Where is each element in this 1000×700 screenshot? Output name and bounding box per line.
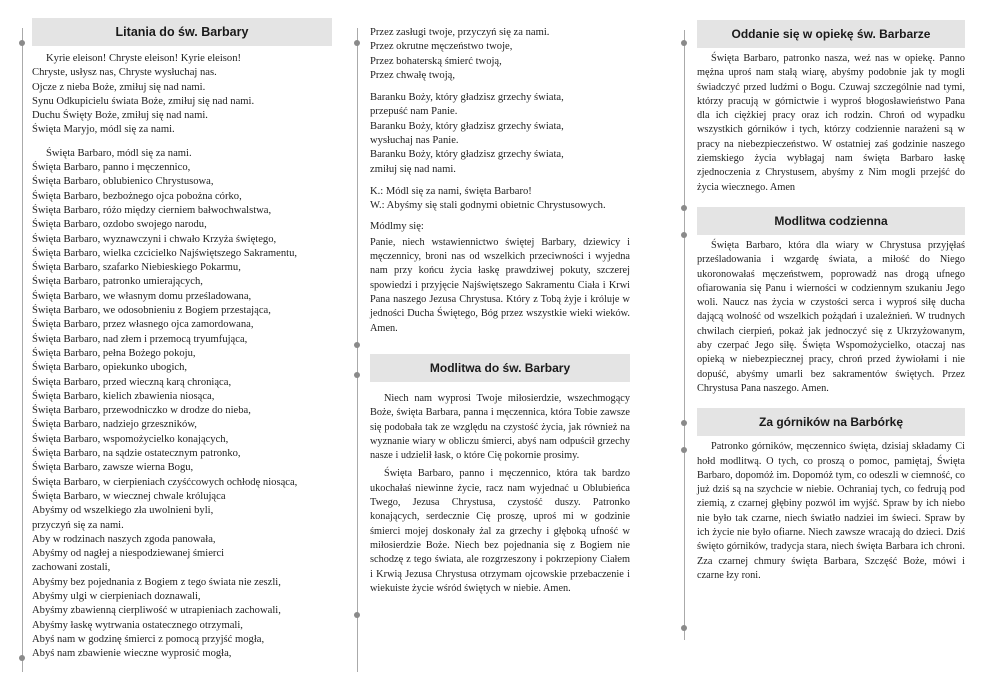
text-line: Abyś nam zbawienie wieczne wyprosić mogła,: [32, 648, 232, 660]
litany-title: Litania do św. Barbary: [32, 18, 332, 46]
text-line: Kyrie eleison! Chryste eleison! Kyrie eleison!: [46, 53, 242, 64]
separator-dot: [354, 612, 360, 618]
text-line: Święta Barbaro, nadziejo grzeszników,: [32, 419, 197, 431]
text-line: Synu Odkupicielu świata Boże, zmiłuj się nad nami.: [32, 95, 255, 107]
text-line: Święta Barbaro, patronko umierających,: [32, 276, 203, 288]
prayer-title: Modlitwa do św. Barbary: [370, 354, 630, 382]
text-line: Przez okrutne męczeństwo twoje,: [370, 41, 513, 53]
text-line: Aby w rodzinach naszych zgoda panowała,: [32, 533, 216, 545]
text-line: Święta Barbaro, różo między cierniem bałwochwalstwa,: [32, 204, 272, 216]
separator-dot: [19, 40, 25, 46]
separator-dot: [681, 625, 687, 631]
text-line: K.: Módl się za nami, święta Barbaro!: [370, 185, 532, 197]
agnus-dei-lines: [370, 91, 630, 177]
text-line: Abyśmy zbawienną cierpliwość w utrapieniach zachowali,: [32, 605, 281, 617]
column-separator-right: [684, 30, 685, 640]
text-line: Święta Barbaro, bezbożnego ojca pobożna córko,: [32, 190, 242, 202]
text-line: Święta Barbaro, przewodniczko w drodze do nieba,: [32, 405, 251, 417]
text-line: Święta Barbaro, na sądzie ostatecznym patronko,: [32, 448, 241, 460]
column-right: [697, 0, 965, 700]
text-line: Abyśmy od wszelkiego zła uwolnieni byli,: [32, 505, 214, 517]
text-line: Święta Barbaro, w cierpieniach czyśćcowych ochłodę niosąca,: [32, 476, 298, 488]
separator-dot: [681, 205, 687, 211]
litany-continued-a: [370, 26, 630, 83]
separator-dot: [19, 655, 25, 661]
text-line: Święta Barbaro, przed wieczną karą chroniąca,: [32, 376, 232, 388]
text-line: Święta Barbaro, we własnym domu prześladowana,: [32, 290, 252, 302]
text-line: Baranku Boży, który gładzisz grzechy świata,: [370, 149, 564, 161]
text-line: Święta Barbaro, w wiecznej chwale królująca: [32, 490, 226, 502]
text-line: zmiłuj się nad nami.: [370, 163, 456, 175]
text-line: Abyśmy ulgi w cierpieniach doznawali,: [32, 590, 201, 602]
text-line: Święta Barbaro, nad złem i przemocą tryumfująca,: [32, 333, 248, 345]
text-line: Abyśmy od nagłej a niespodziewanej śmierci: [32, 548, 225, 560]
entrustment-title: Oddanie się w opiekę św. Barbarze: [697, 20, 965, 48]
text-line: Przez chwałę twoją,: [370, 69, 456, 81]
separator-dot: [681, 447, 687, 453]
text-line: wysłuchaj nas Panie.: [370, 135, 459, 147]
text-line: Abyśmy bez pojednania z Bogiem z tego świata nie zeszli,: [32, 576, 281, 588]
column-litany: [32, 0, 332, 700]
text-line: Święta Barbaro, wyznawczyni i chwało Krzyża świętego,: [32, 233, 277, 245]
prayer-paragraph-2: Święta Barbaro, panno i męczennico, która tak bardzo ukochałaś niewinne życie, racz nam wyjednać u Oblubieńca Twego, Jezusa Chrystusa, czystość duszy. Patronko konających, serdecznie Cię proszę, uproś mi w godzinie śmierci mojej doskonały żal za grzechy i głęboką ufność w miłosierdzie Boże. Niech bez pojednania się z Bogiem nie schodzę z tego świata, ale rozgrzeszony i pokrzepiony Ciałem i Krwią Jezusa Chrystusa otrzymam ojcowskie przebaczenie i wiekuiste życie wśród świętych w niebie. Amen.: [370, 468, 630, 594]
text-line: Baranku Boży, który gładzisz grzechy świata,: [370, 92, 564, 104]
text-line: Święta Barbaro, zawsze wierna Bogu,: [32, 462, 194, 474]
closing-prayer: Panie, niech wstawiennictwo świętej Barbary, dziewicy i męczennicy, broni nas od wszelkich przeciwności i wyjedna nam przy końcu życia łaskę prawdziwej pokuty, szczerej spowiedzi i przyjęcie Najświętszego Sakramentu Ciała i Krwi Pana naszego Jezusa Chrystusa. Który z Tobą żyje i króluje w jedności Ducha Świętego, Bóg przez wszystkie wieki wieków. Amen.: [370, 236, 630, 334]
text-line: Święta Barbaro, opiekunko ubogich,: [32, 362, 188, 374]
entrustment-text: Święta Barbaro, patronko nasza, weź nas w opiekę. Panno mężna uproś nam stałą wiarę, abyśmy podobnie jak ty mogli świadczyć przed ludźmi o Bogu. Czuwaj szczególnie nad tymi, którzy pracują w górnictwie i wyproś błogosławieństwo Pana dla ich ciężkiej pracy oraz ich rodzin. Chroń od wypadku wszystkich górników i tych, którzy codziennie narażeni są w pracy na niebezpieczeństwo. W ostatniej zaś godzinie naszego ziemskiego życia wybłagaj nam święta Barbaro łaskę zjednoczenia z Chrystusem, abyśmy z Nim mogli przejść do życia wiecznego. Amen: [697, 53, 965, 193]
text-line: Baranku Boży, który gładzisz grzechy świata,: [370, 120, 564, 132]
text-line: Duchu Święty Boże, zmiłuj się nad nami.: [32, 110, 208, 122]
text-line: Święta Barbaro, szafarko Niebieskiego Pokarmu,: [32, 262, 241, 274]
text-line: Święta Barbaro, wspomożycielko konających,: [32, 433, 229, 445]
text-line: W.: Abyśmy się stali godnymi obietnic Chrystusowych.: [370, 200, 606, 212]
text-line: Przez bohaterską śmierć twoją,: [370, 55, 502, 67]
separator-dot: [681, 420, 687, 426]
column-separator-left: [22, 28, 23, 672]
text-line: Święta Barbaro, we odosobnieniu z Bogiem przestająca,: [32, 305, 271, 317]
miners-prayer-text: Patronko górników, męczennico święta, dzisiaj składamy Ci hołd modlitwą. O tych, co proszą o pomoc, pamiętaj, Święta Barbaro, dopomóż im. Dopomóż tym, co odeszli w ciemność, co już dziś są na szychcie w niebie. Ochraniaj tych, co fedrują pod ziemią, z czarnej głębiny pozwól im wyjść. Spraw by ich niebo nie było tak czarne, niech światło nadziei im świeci. Spraw by ich życie nie było ofiarne. Niech zawsze wracają do dzieci. Dziś święto górników, tradycja stara, niech święta Barbara ich chroni. Zza czarnej chmury święta Barbara, Szczęść Boże, mówi i czarne łzy roni.: [697, 441, 965, 581]
litany-invocations: [32, 147, 332, 662]
separator-dot: [681, 40, 687, 46]
text-line: Święta Barbaro, wielka czcicielko Najświętszego Sakramentu,: [32, 247, 298, 259]
separator-dot: [354, 372, 360, 378]
text-line: Abyś nam w godzinę śmierci z pomocą przyjść mogła,: [32, 633, 265, 645]
text-line: Chryste, usłysz nas, Chryste wysłuchaj nas.: [32, 67, 217, 79]
text-line: Święta Barbaro, panno i męczennico,: [32, 162, 191, 174]
daily-prayer-title: Modlitwa codzienna: [697, 207, 965, 235]
text-line: Święta Barbaro, kielich zbawienia niosąca,: [32, 390, 215, 402]
separator-dot: [354, 342, 360, 348]
text-line: przepuść nam Panie.: [370, 106, 458, 118]
text-line: przyczyń się za nami.: [32, 519, 124, 531]
text-line: Przez zasługi twoje, przyczyń się za nami.: [370, 27, 550, 38]
modlmy-label: Módlmy się:: [370, 220, 424, 232]
prayer-paragraph-1: Niech nam wyprosi Twoje miłosierdzie, wszechmogący Boże, święta Barbara, panna i męczennica, która Tobie zawsze się podobała tak ze względu na czystość życia, jak również na wyznanie wiary w obliczu śmierci, abyś nam odpuścił grzechy nasze i udzielił łask, o które Cię pokornie prosimy.: [370, 392, 630, 462]
text-line: Święta Barbaro, oblubienico Chrystusowa,: [32, 176, 214, 188]
separator-dot: [681, 232, 687, 238]
text-line: Święta Barbaro, pełna Bożego pokoju,: [32, 347, 196, 359]
litany-intro: [32, 52, 332, 138]
text-line: Święta Maryjo, módl się za nami.: [32, 124, 175, 136]
text-line: Ojcze z nieba Boże, zmiłuj się nad nami.: [32, 81, 206, 93]
separator-dot: [354, 40, 360, 46]
text-line: Święta Barbaro, przez własnego ojca zamordowana,: [32, 319, 254, 331]
text-line: Święta Barbaro, módl się za nami.: [46, 147, 192, 159]
text-line: Abyśmy łaskę wytrwania ostatecznego otrzymali,: [32, 619, 243, 631]
daily-prayer-text: Święta Barbaro, która dla wiary w Chrystusa przyjęłaś prześladowania i wzgardę świata, a miłość do Niego ukoronowałaś męczeństwem, poprowadź nas drogą ufnego ofiarowania się Panu i wierności w codziennym szukaniu Jego woli. Naucz nas życia w czystości serca i wyproś siłę ducha dającą wolność od wszelkich pożądań i uzależnień. W trudnych chwilach cierpień, pokaż jak jednoczyć się z Ukrzyżowanym, aby czerpać Jego siłę. Święta Wspomożycielko, otaczaj nas opieką w niebezpiecznej pracy, chroń przed żywiołami i nie dopuść, abyśmy umarli bez sakramentów świętych. Przez Chrystusa Pana naszego. Amen.: [697, 239, 965, 394]
column-middle: [370, 0, 630, 700]
versicle-response: [370, 185, 630, 214]
text-line: Święta Barbaro, ozdobo swojego narodu,: [32, 219, 207, 231]
miners-prayer-title: Za górników na Barbórkę: [697, 408, 965, 436]
text-line: zachowani zostali,: [32, 562, 111, 574]
column-separator-middle: [357, 28, 358, 672]
